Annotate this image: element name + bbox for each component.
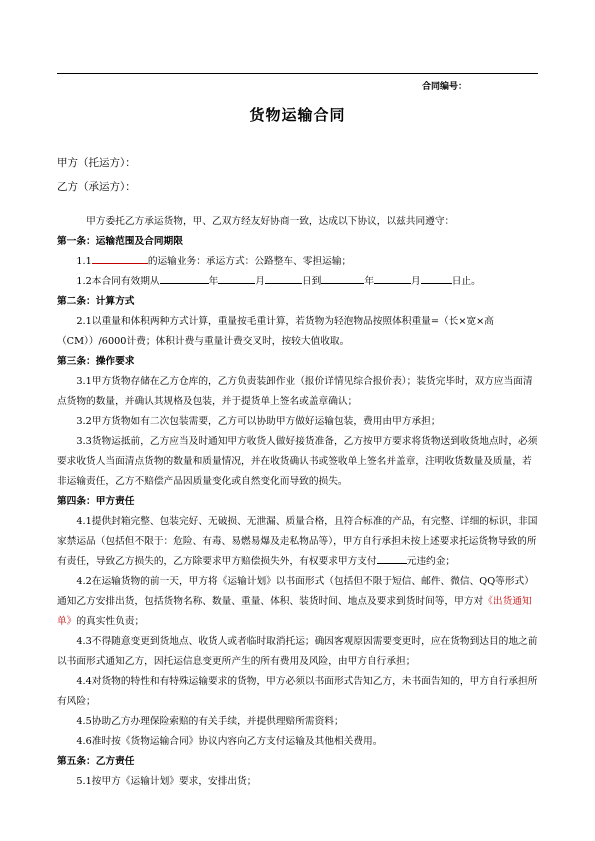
start-day-blank	[265, 272, 302, 284]
clause-3-1: 3.1甲方货物存储在乙方仓库的，乙方负责装卸作业（报价详情见综合报价表）；装货完毕时，双方应当面清点货物的数量，并确认其规格及包装，并于提货单上签名或盖章确认；	[57, 376, 533, 407]
article-3-heading: 第三条：操作要求	[57, 356, 135, 367]
clause-1-2-text: 1.2本合同有效期从	[76, 276, 160, 287]
article-2-heading: 第二条：计算方式	[57, 296, 135, 307]
clause-4-2-text: 4.2在运输货物的前一天，甲方将《运输计划》以书面形式（包括但不限于短信、邮件、微信、QQ等形式）通知乙方安排出货，包括货物名称、数量、重量、体积、装货时间、地点及要求到货时间等，甲方对	[57, 576, 534, 607]
start-year-label: 年	[208, 276, 219, 287]
contract-number-label: 合同编号：	[421, 82, 467, 92]
clause-4-5: 4.5协助乙方办理保险索赔的有关手续，并提供理赔所需资料；	[76, 716, 344, 727]
clause-4-6: 4.6准时按《货物运输合同》协议内容向乙方支付运输及其他相关费用。	[76, 736, 383, 747]
penalty-amount-blank	[377, 552, 407, 564]
article-1-heading: 第一条：运输范围及合同期限	[57, 236, 183, 247]
article-4-heading: 第四条：甲方责任	[57, 496, 135, 507]
party-b-label: 乙方（承运方）：	[57, 181, 136, 193]
clause-4-1	[57, 512, 538, 572]
end-month-label: 月	[411, 276, 421, 287]
clause-4-3: 4.3不得随意变更到货地点、收货人或者临时取消托运；确因客观原因需要变更时，应在货物到达目的地之前以书面形式通知乙方，因托运信息变更所产生的所有费用及风险，由甲方自行承担；	[57, 636, 538, 667]
start-month-label: 月	[255, 276, 265, 287]
clause-1-1	[57, 252, 538, 272]
end-month-blank	[374, 272, 411, 284]
clause-1-2	[57, 272, 538, 292]
clause-4-2-tail: 的真实性负责；	[76, 616, 145, 627]
business-scope-blank	[92, 252, 148, 264]
clause-1-1-number: 1.1	[76, 256, 92, 267]
start-day-label: 日到	[301, 276, 322, 287]
intro-paragraph: 甲方委托乙方承运货物，甲、乙双方经友好协商一致，达成以下协议，以兹共同遵守：	[86, 216, 455, 227]
end-day-label: 日止。	[451, 276, 481, 287]
clause-5-1: 5.1按甲方《运输计划》要求，安排出货；	[76, 776, 257, 787]
clause-3-2: 3.2甲方货物如有二次包装需要，乙方可以协助甲方做好运输包装，费用由甲方承担；	[76, 416, 441, 427]
clause-4-4: 4.4对货物的特性和有特殊运输要求的货物，甲方必须以书面形式告知乙方，未书面告知的，甲方自行承担所有风险；	[57, 676, 538, 707]
party-a-label: 甲方（托运方）：	[57, 157, 136, 169]
shipping-notice-reference: 《出货通知单》	[57, 596, 532, 627]
clause-2-1: 2.1以重量和体积两种方式计算，重量按毛重计算，若货物为轻泡物品按照体积重量=（长×宽×高（CM））/6000计费；体积计费与重量计费交叉时，按较大值收取。	[57, 316, 494, 347]
start-year-blank	[160, 272, 209, 284]
contract-body	[57, 212, 538, 792]
end-year-blank	[321, 272, 364, 284]
document-title: 货物运输合同	[249, 106, 346, 124]
start-month-blank	[218, 272, 255, 284]
header-rule	[57, 73, 538, 74]
clause-1-1-text: 的运输业务：承运方式：公路整车、零担运输；	[147, 256, 352, 267]
clause-4-2	[57, 572, 538, 632]
clause-4-1-tail: 元违约金；	[406, 556, 456, 567]
clause-4-1-text: 4.1提供封箱完整、包装完好、无破损、无泄漏、质量合格，且符合标准的产品，有完整、详细的标识，非国家禁运品（包括但不限于：危险、有毒、易燃易爆及走私物品等），甲方自行承担未按上述要求托运货物导致的所有责任，导致乙方损失的，乙方除要求甲方赔偿损失外，有权要求甲方支付	[57, 516, 538, 567]
end-year-label: 年	[364, 276, 375, 287]
article-5-heading: 第五条：乙方责任	[57, 756, 135, 767]
end-day-blank	[421, 272, 452, 284]
clause-3-3: 3.3货物运抵前，乙方应当及时通知甲方收货人做好接货准备，乙方按甲方要求将货物送到收货地点时，必须要求收货人当面清点货物的数量和质量情况，并在收货确认书或签收单上签名并盖章，注明收货数量及质量，若非运输责任，乙方不赔偿产品因质量变化或自然变化而导致的损失。	[57, 436, 538, 487]
